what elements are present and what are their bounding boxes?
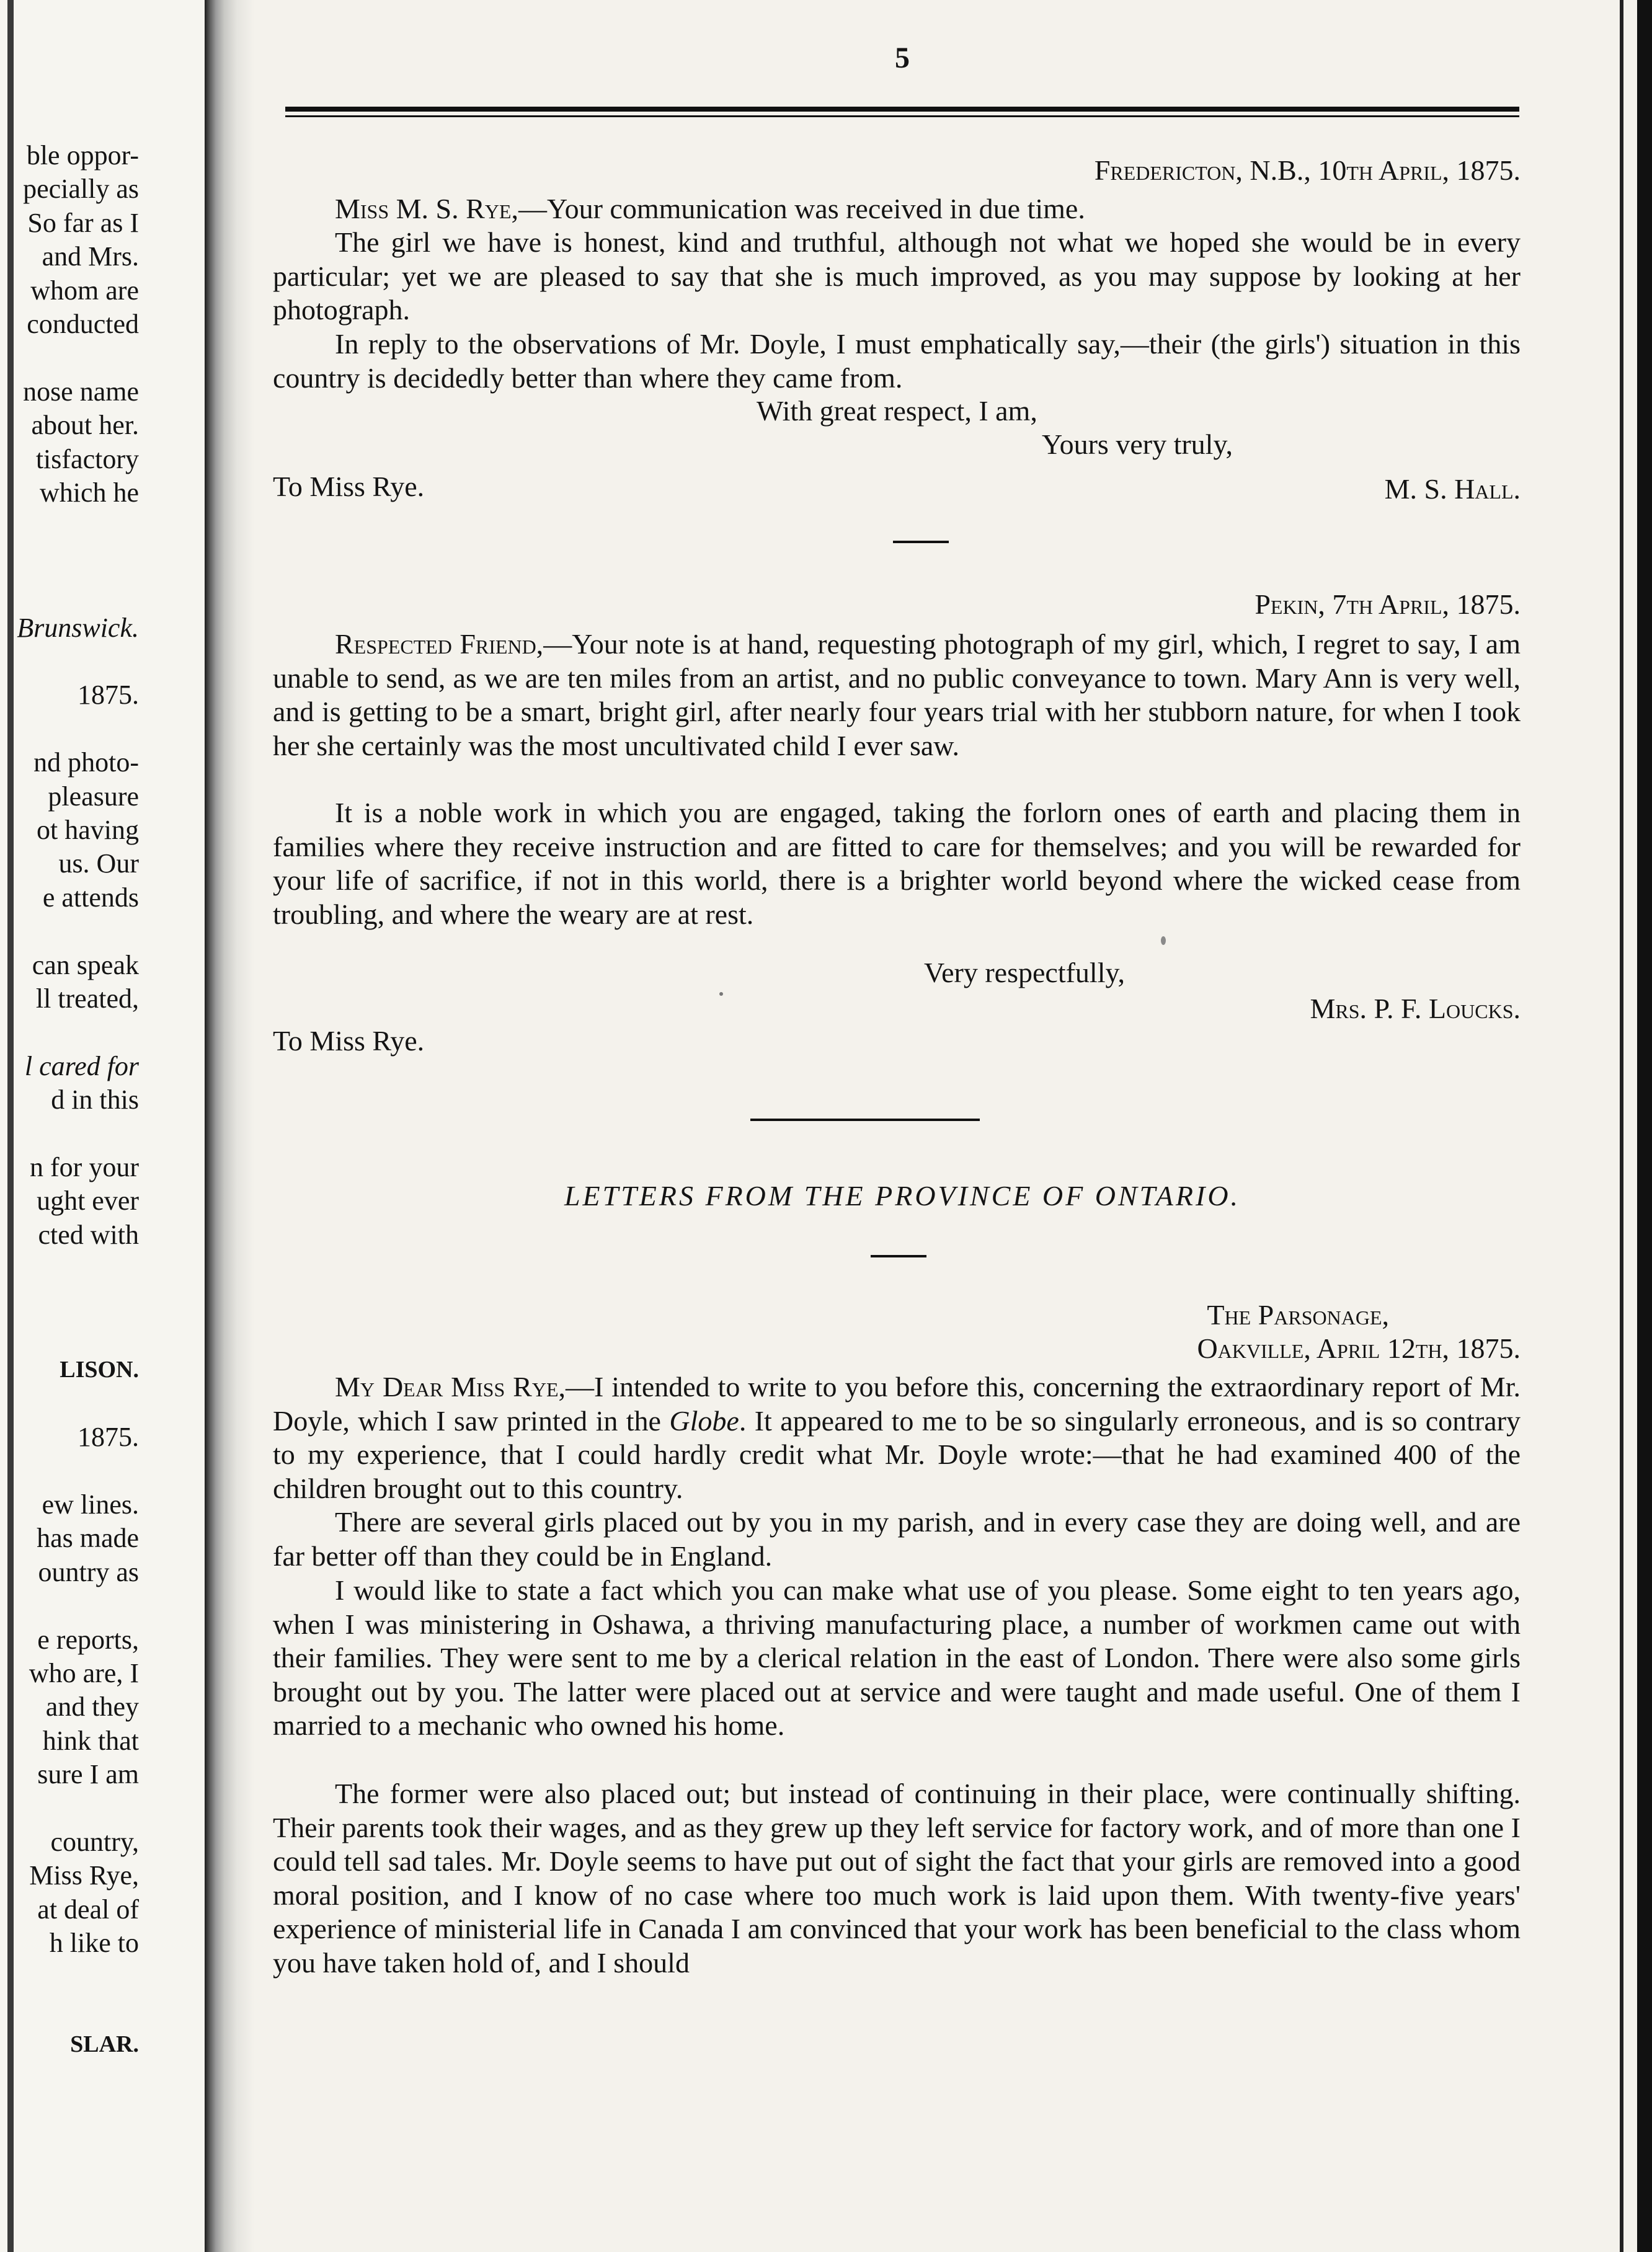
- left-page-line: country,: [50, 1827, 139, 1857]
- separator-rule: [893, 541, 949, 543]
- left-page-line: LISON.: [60, 1357, 139, 1383]
- section-rule: [750, 1119, 980, 1121]
- header-rule-thick: [285, 107, 1519, 112]
- left-page-line: 1875.: [78, 1422, 139, 1453]
- left-page-line: n for your: [30, 1152, 139, 1182]
- header-rule-thin: [285, 115, 1519, 117]
- letter3-dateline-1: The Parsonage,: [1207, 1299, 1389, 1331]
- left-page-line: can speak: [32, 949, 139, 980]
- letter2-paragraph-1: [273, 627, 1521, 763]
- left-page-line: ot having: [37, 815, 139, 845]
- newspaper-title-globe: Globe: [669, 1404, 739, 1437]
- left-page-line: us. Our: [58, 848, 139, 879]
- left-page-line: 1875.: [78, 680, 139, 711]
- right-edge-line: [1620, 0, 1623, 2252]
- left-page-line: ble oppor-: [26, 140, 139, 171]
- letter2-salutation: Respected Friend,: [335, 628, 544, 660]
- left-page-line: at deal of: [37, 1894, 139, 1925]
- letter1-closing-2: Yours very truly,: [1042, 428, 1233, 460]
- left-page-line: h like to: [49, 1928, 139, 1959]
- letter2-paragraph-2: It is a noble work in which you are engaged, taking the forlorn ones of earth and placing them in families where they receive instruction and are fitted to care for themselves; and you will be rewarded for your life of sacrifice, if not in this world, there is a brighter world beyond where the wicked cease from troubling, and where the weary are at rest.: [273, 797, 1521, 930]
- letter1-p1-text: —Your communication was received in due time.: [518, 193, 1085, 224]
- left-page-line: pleasure: [48, 781, 139, 812]
- letter2-p1-text: —Your note is at hand, requesting photograph of my girl, which, I regret to say, I am unable to send, as we are ten miles from an artist, and no public conveyance to town. Mary Ann is very well, and is getting to be a smart, bright girl, after nearly four years trial with her stubborn nature, for when I took her she certainly was the most uncultivated child I ever saw.: [273, 628, 1521, 761]
- letter3-dateline-2: Oakville, April 12th, 1875.: [1197, 1332, 1521, 1364]
- letter1-paragraph-3: In reply to the observations of Mr. Doyle, I must emphatically say,—their (the girls') situation in this country is decidedly better than where they came from.: [273, 328, 1521, 394]
- main-page: [273, 25, 1532, 2232]
- letter2-dateline: Pekin, 7th April, 1875.: [1255, 588, 1521, 620]
- letter1-signature: M. S. Hall.: [1384, 473, 1521, 505]
- letter3-paragraph-3: I would like to state a fact which you can make what use of you please. Some eight to ten years ago, when I was ministering in Oshawa, a thriving manufacturing place, a number of workmen came out with their families. They were sent to me by a clerical relation in the east of London. There were also some girls brought out by you. The latter were placed out at service and were taught and made useful. One of them I married to a mechanic who owned his home.: [273, 1574, 1521, 1741]
- letter1-paragraph-2: The girl we have is honest, kind and truthful, although not what we hoped she would be in every particular; yet we are pleased to say that she is much improved, as you may suppose by looking at her photograph.: [273, 226, 1521, 326]
- letter2-recipient: To Miss Rye.: [273, 1025, 425, 1057]
- left-page-line: l cared for: [24, 1050, 139, 1081]
- left-page-line: d in this: [51, 1084, 139, 1115]
- letter1-dateline: Fredericton, N.B., 10th April, 1875.: [1094, 154, 1521, 186]
- letter2-closing: Very respectfully,: [924, 957, 1125, 988]
- book-gutter: [205, 0, 254, 2252]
- section-title-rule: [871, 1255, 926, 1257]
- paper-speck: [719, 992, 723, 996]
- letter3-paragraph-2: There are several girls placed out by you in my parish, and in every case they are doing well, and are far better off than they could be in England.: [273, 1506, 1521, 1572]
- letter1-salutation: Miss M. S. Rye,: [335, 193, 518, 224]
- letter2-signature: Mrs. P. F. Loucks.: [1310, 993, 1521, 1024]
- right-scan-border: [1637, 0, 1652, 2252]
- left-page-line: ew lines.: [42, 1489, 139, 1520]
- left-page-line: has made: [37, 1523, 139, 1554]
- left-page-line: Miss Rye,: [29, 1860, 139, 1891]
- left-facing-page: [0, 0, 208, 2252]
- left-page-line: who are, I: [29, 1658, 139, 1688]
- letter3-paragraph-1: [273, 1370, 1521, 1505]
- letter3-paragraph-4: The former were also placed out; but instead of continuing in their place, were continually shifting. Their parents took their wages, and as they grew up they left service for factory work, and of more than one I could tell sad tales. Mr. Doyle seems to have put out of sight the fact that your girls are removed into a good moral position, and I know of no case where too much work is laid upon them. With twenty-five years' experience of ministerial life in Canada I am convinced that your work has been beneficial to the class whom you have taken hold of, and I should: [273, 1778, 1521, 1979]
- left-page-line: cted with: [38, 1219, 139, 1250]
- left-page-line: hink that: [42, 1725, 139, 1756]
- left-page-line: e reports,: [37, 1624, 139, 1655]
- left-page-line: nd photo-: [33, 747, 139, 778]
- letter1-closing-1: With great respect, I am,: [757, 395, 1037, 427]
- left-page-line: and they: [45, 1691, 139, 1722]
- left-page-line: nose name: [23, 376, 139, 407]
- left-page-line: sure I am: [37, 1759, 139, 1790]
- left-page-line: conducted: [27, 309, 139, 339]
- left-page-line: Brunswick.: [17, 612, 139, 643]
- page-number: 5: [895, 42, 910, 74]
- left-page-line: e attends: [42, 882, 139, 913]
- left-page-line: tisfactory: [35, 443, 139, 474]
- section-title: LETTERS FROM THE PROVINCE OF ONTARIO.: [564, 1180, 1241, 1212]
- paper-speck: [1161, 936, 1166, 945]
- left-page-line: SLAR.: [70, 2031, 139, 2058]
- letter3-salutation: My Dear Miss Rye,: [335, 1371, 566, 1403]
- left-page-text: [0, 0, 208, 2252]
- left-page-line: whom are: [30, 275, 139, 306]
- left-page-line: and Mrs.: [42, 241, 139, 272]
- left-page-line: which he: [39, 477, 139, 508]
- left-page-line: ught ever: [37, 1186, 139, 1217]
- left-page-line: ll treated,: [35, 983, 139, 1014]
- letter1-recipient: To Miss Rye.: [273, 471, 425, 502]
- left-page-line: So far as I: [27, 207, 139, 238]
- letter3-p1-text-b: . It appeared to me to be so singularly erroneous, and is so contrary to my experience, that I could hardly credit what Mr. Doyle wrote:—that he had examined 400 of the children brought out to this country.: [273, 1404, 1521, 1504]
- left-page-line: about her.: [31, 410, 139, 441]
- left-page-line: ountry as: [38, 1556, 139, 1587]
- letter3-p1-text-a: —I intended to write to you before this, concerning the extraordinary report of Mr. Doyle, which I saw printed in the: [273, 1371, 1521, 1437]
- left-page-line: pecially as: [23, 174, 139, 205]
- letter1-paragraph-1: [273, 192, 1521, 226]
